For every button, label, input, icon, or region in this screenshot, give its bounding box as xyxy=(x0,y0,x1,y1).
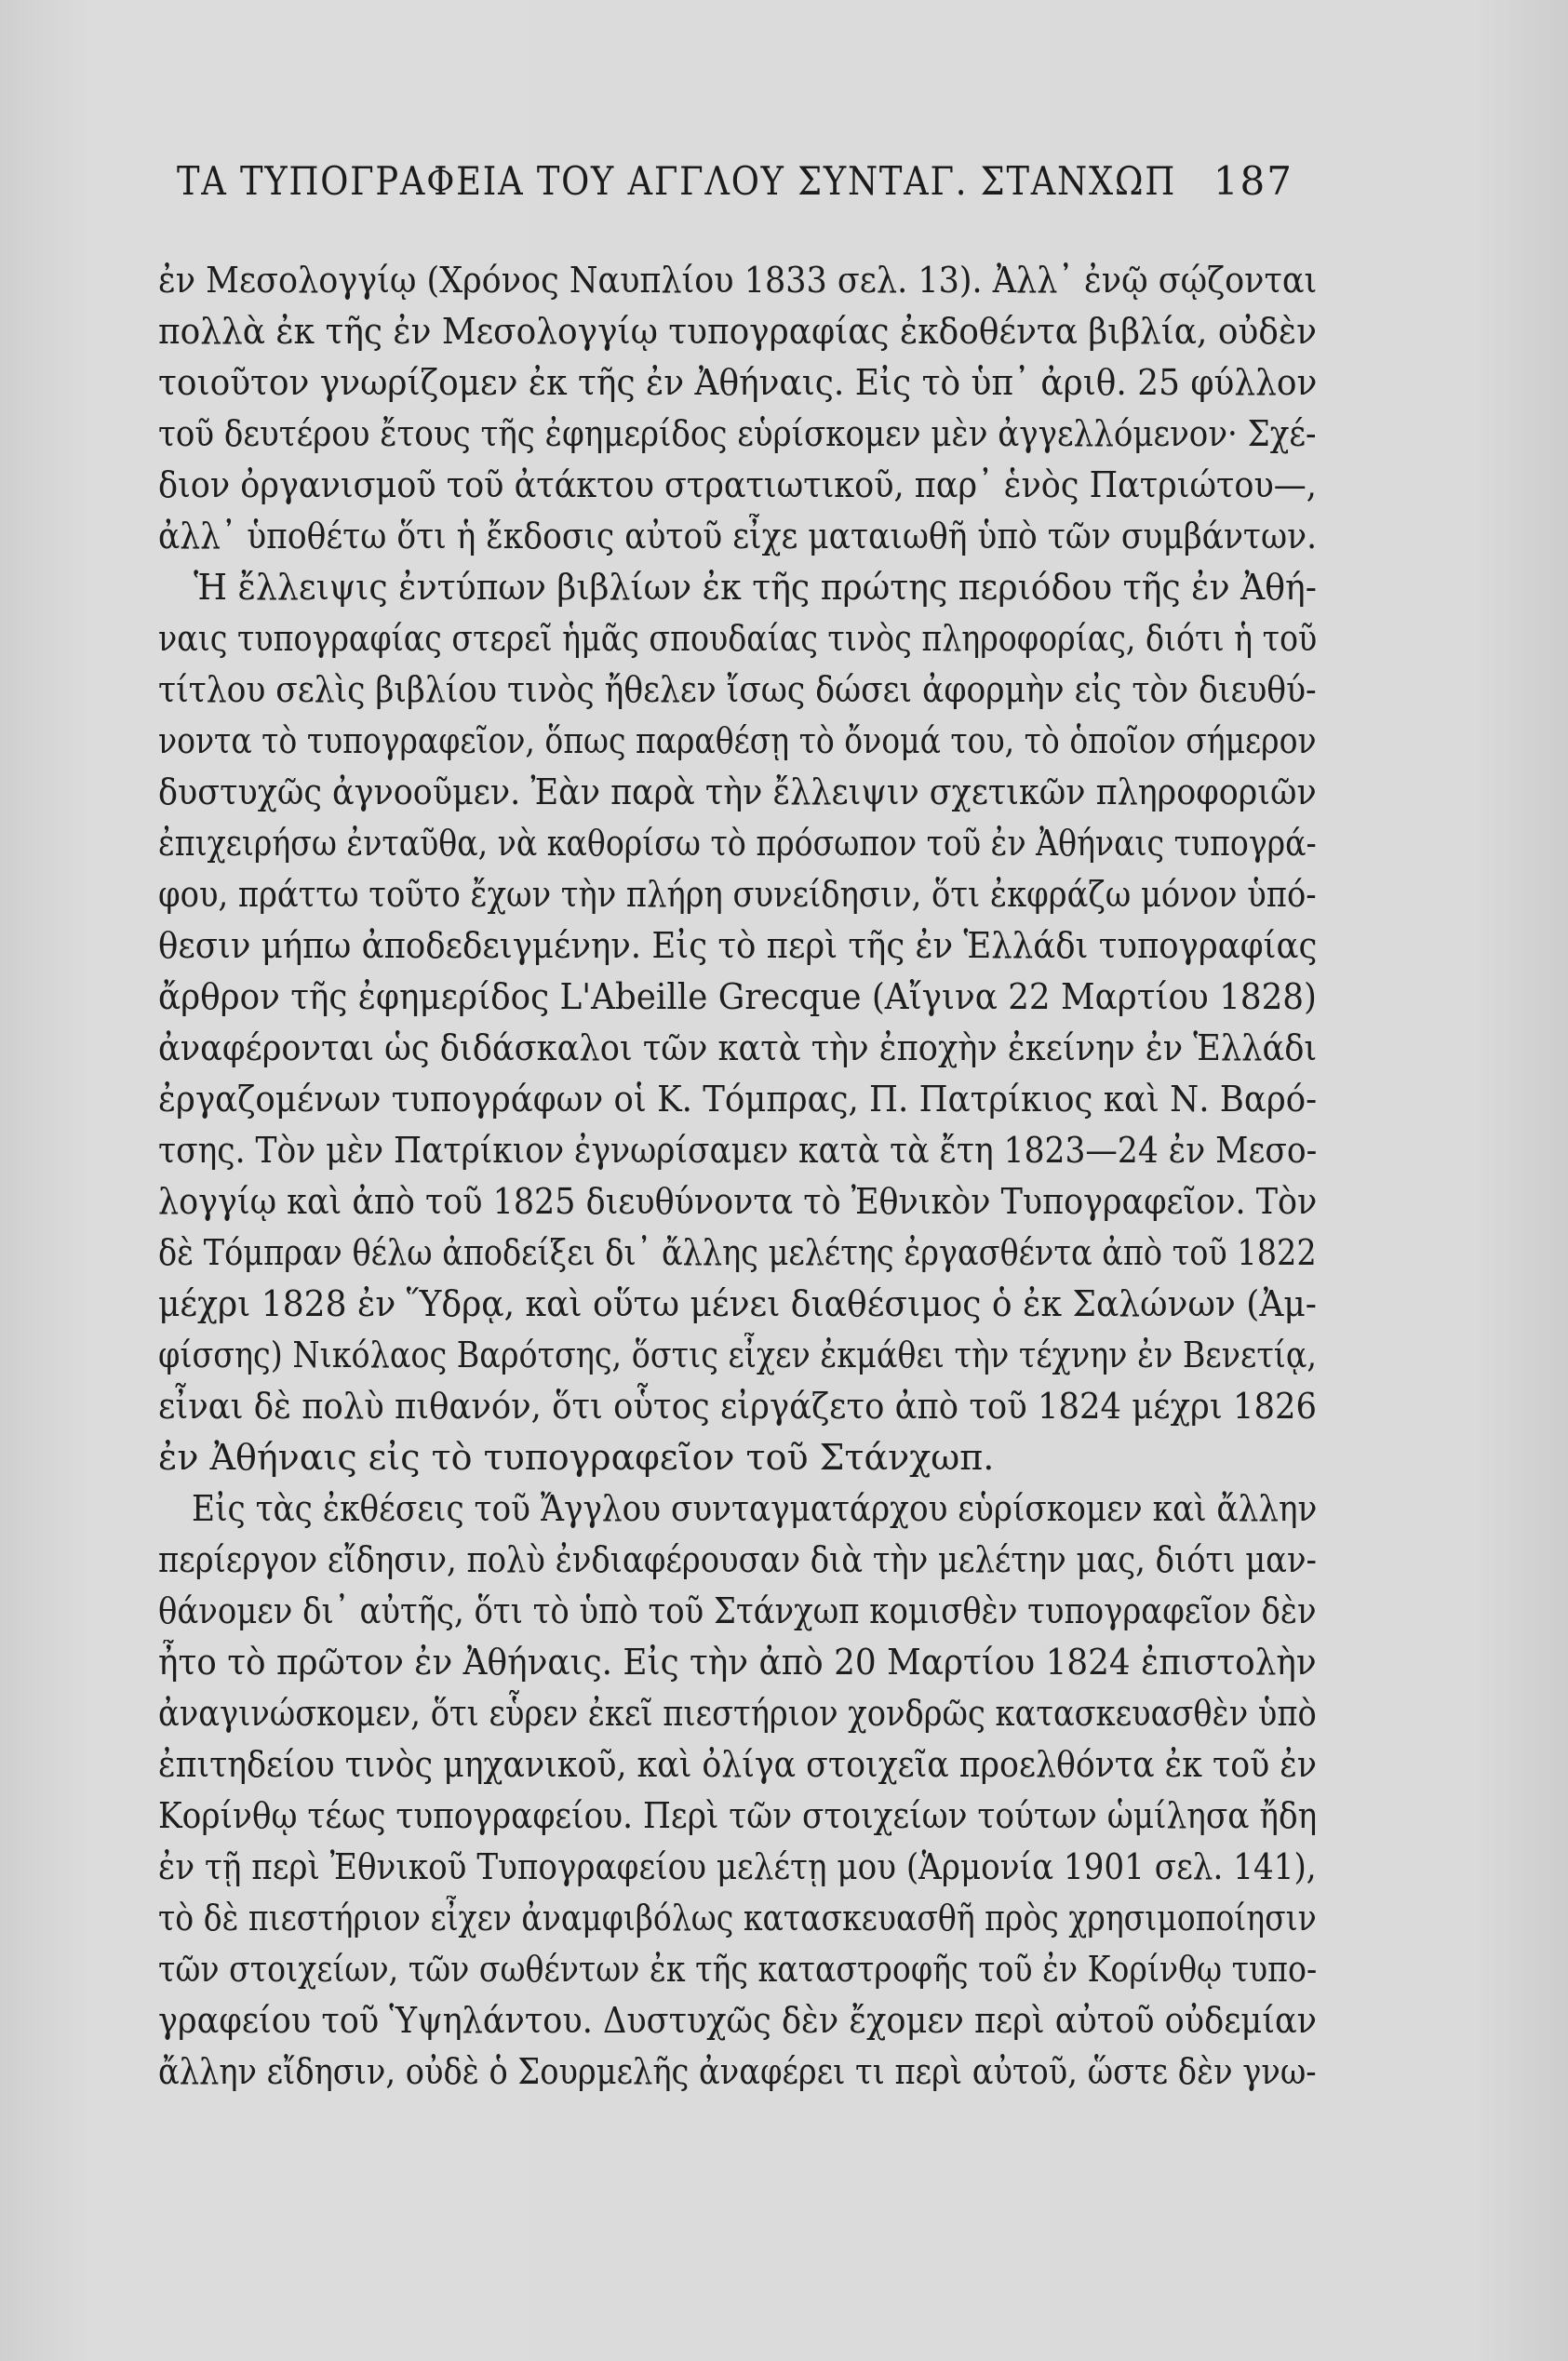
text-line: τοῦ δευτέρου ἔτους τῆς ἐφημερίδος εὑρίσκομεν μὲν ἀγγελλόμενον· Σχέ- xyxy=(158,413,1317,454)
text-line: φίσσης) Νικόλαος Βαρότσης, ὅστις εἶχεν ἐκμάθει τὴν τέχνην ἐν Βενετίᾳ, xyxy=(158,1335,1318,1375)
paragraph-last-line: ἐν Ἀθήναις εἰς τὸ τυπογραφεῖον τοῦ Στάνχωπ. xyxy=(158,1437,995,1478)
text-line: περίεργον εἴδησιν, πολὺ ἐνδιαφέρουσαν διὰ τὴν μελέτην μας, διότι μαν- xyxy=(158,1539,1317,1580)
running-head-title: ΤΑ ΤΥΠΟΓΡΑΦΕΙΑ ΤΟΥ ΑΓΓΛΟΥ ΣΥΝΤΑΓ. ΣΤΑΝΧΩΠ xyxy=(177,158,1177,204)
running-head xyxy=(177,158,1293,210)
body-text xyxy=(158,251,1317,2280)
text-line: θάνομεν δι᾽ αὐτῆς, ὅτι τὸ ὑπὸ τοῦ Στάνχωπ κομισθὲν τυπογραφεῖον δὲν xyxy=(158,1590,1317,1631)
text-line: γραφείου τοῦ Ὑψηλάντου. Δυστυχῶς δὲν ἔχομεν περὶ αὐτοῦ οὐδεμίαν xyxy=(158,2000,1317,2041)
text-line: ἦτο τὸ πρῶτον ἐν Ἀθήναις. Εἰς τὴν ἀπὸ 20 Μαρτίου 1824 ἐπιστολὴν xyxy=(158,1642,1317,1683)
text-line: μέχρι 1828 ἐν Ὕδρᾳ, καὶ οὕτω μένει διαθέσιμος ὁ ἐκ Σαλώνων (Ἀμ- xyxy=(158,1283,1317,1324)
text-line: θεσιν μήπω ἀποδεδειγμένην. Εἰς τὸ περὶ τῆς ἐν Ἑλλάδι τυπογραφίας xyxy=(158,925,1318,966)
text-line: ἄλλην εἴδησιν, οὐδὲ ὁ Σουρμελῆς ἀναφέρει τι περὶ αὐτοῦ, ὥστε δὲν γνω- xyxy=(158,2051,1317,2092)
text-line: ἐργαζομένων τυπογράφων οἱ Κ. Τόμπρας, Π. Πατρίκιος καὶ Ν. Βαρό- xyxy=(158,1079,1318,1120)
text-line: φου, πράττω τοῦτο ἔχων τὴν πλήρη συνείδησιν, ὅτι ἐκφράζω μόνον ὑπό- xyxy=(158,874,1317,915)
text-line: ναις τυπογραφίας στερεῖ ἡμᾶς σπουδαίας τινὸς πληροφορίας, διότι ἡ τοῦ xyxy=(158,618,1318,659)
paragraph-first-line: Εἰς τὰς ἐκθέσεις τοῦ Ἄγγλου συνταγματάρχου εὑρίσκομεν καὶ ἄλλην xyxy=(192,1488,1318,1529)
text-line: ἐπιχειρήσω ἐνταῦθα, νὰ καθορίσω τὸ πρόσωπον τοῦ ἐν Ἀθήναις τυπογρά- xyxy=(158,823,1317,864)
text-line: νοντα τὸ τυπογραφεῖον, ὅπως παραθέσῃ τὸ ὄνομά του, τὸ ὁποῖον σήμερον xyxy=(158,720,1317,761)
paragraph-first-line: Ἡ ἔλλειψις ἐντύπων βιβλίων ἐκ τῆς πρώτης περιόδου τῆς ἐν Ἀθή- xyxy=(194,567,1317,608)
text-line: λογγίῳ καὶ ἀπὸ τοῦ 1825 διευθύνοντα τὸ Ἐθνικὸν Τυπογραφεῖον. Τὸν xyxy=(158,1181,1318,1222)
text-line: τὸ δὲ πιεστήριον εἶχεν ἀναμφιβόλως κατασκευασθῆ πρὸς χρησιμοποίησιν xyxy=(158,1898,1317,1938)
text-line: τίτλου σελὶς βιβλίου τινὸς ἤθελεν ἴσως δώσει ἀφορμὴν εἰς τὸν διευθύ- xyxy=(158,669,1317,710)
text-line: ἀναγινώσκομεν, ὅτι εὗρεν ἐκεῖ πιεστήριον χονδρῶς κατασκευασθὲν ὑπὸ xyxy=(158,1693,1317,1734)
text-line: ἐν Μεσολογγίῳ (Χρόνος Ναυπλίου 1833 σελ. 13). Ἀλλ᾽ ἐνῷ σῴζονται xyxy=(158,260,1318,301)
text-line: Κορίνθῳ τέως τυπογραφείου. Περὶ τῶν στοιχείων τούτων ὡμίλησα ἤδη xyxy=(158,1795,1318,1836)
text-line: ἀναφέρονται ὡς διδάσκαλοι τῶν κατὰ τὴν ἐποχὴν ἐκείνην ἐν Ἑλλάδι xyxy=(158,1027,1318,1068)
text-line: τοιοῦτον γνωρίζομεν ἐκ τῆς ἐν Ἀθήναις. Εἰς τὸ ὑπ᾽ ἀριθ. 25 φύλλον xyxy=(158,362,1318,403)
page-number: 187 xyxy=(1213,158,1293,204)
text-line: δὲ Τόμπραν θέλω ἀποδείξει δι᾽ ἄλλης μελέτης ἐργασθέντα ἀπὸ τοῦ 1822 xyxy=(158,1232,1317,1273)
text-line: ἐν τῇ περὶ Ἐθνικοῦ Τυπογραφείου μελέτῃ μου (Ἁρμονία 1901 σελ. 141), xyxy=(158,1846,1317,1887)
text-line: διον ὀργανισμοῦ τοῦ ἀτάκτου στρατιωτικοῦ, παρ᾽ ἑνὸς Πατριώτου—, xyxy=(158,464,1317,505)
text-line: τσης. Τὸν μὲν Πατρίκιον ἐγνωρίσαμεν κατὰ τὰ ἔτη 1823—24 ἐν Μεσο- xyxy=(158,1130,1318,1171)
text-line: εἶναι δὲ πολὺ πιθανόν, ὅτι οὗτος εἰργάζετο ἀπὸ τοῦ 1824 μέχρι 1826 xyxy=(158,1386,1318,1427)
text-line: ἀλλ᾽ ὑποθέτω ὅτι ἡ ἔκδοσις αὐτοῦ εἶχε ματαιωθῆ ὑπὸ τῶν συμβάντων. xyxy=(158,516,1318,557)
text-line: ἄρθρον τῆς ἐφημερίδος L'Abeille Grecque (Αἴγινα 22 Μαρτίου 1828) xyxy=(158,976,1317,1017)
text-line: ἐπιτηδείου τινὸς μηχανικοῦ, καὶ ὀλίγα στοιχεῖα προελθόντα ἐκ τοῦ ἐν xyxy=(158,1744,1318,1785)
text-line: τῶν στοιχείων, τῶν σωθέντων ἐκ τῆς καταστροφῆς τοῦ ἐν Κορίνθῳ τυπο- xyxy=(158,1949,1318,1990)
text-line: δυστυχῶς ἀγνοοῦμεν. Ἐὰν παρὰ τὴν ἔλλειψιν σχετικῶν πληροφοριῶν xyxy=(158,771,1317,812)
text-line: πολλὰ ἐκ τῆς ἐν Μεσολογγίῳ τυπογραφίας ἐκδοθέντα βιβλία, οὐδὲν xyxy=(158,311,1317,352)
